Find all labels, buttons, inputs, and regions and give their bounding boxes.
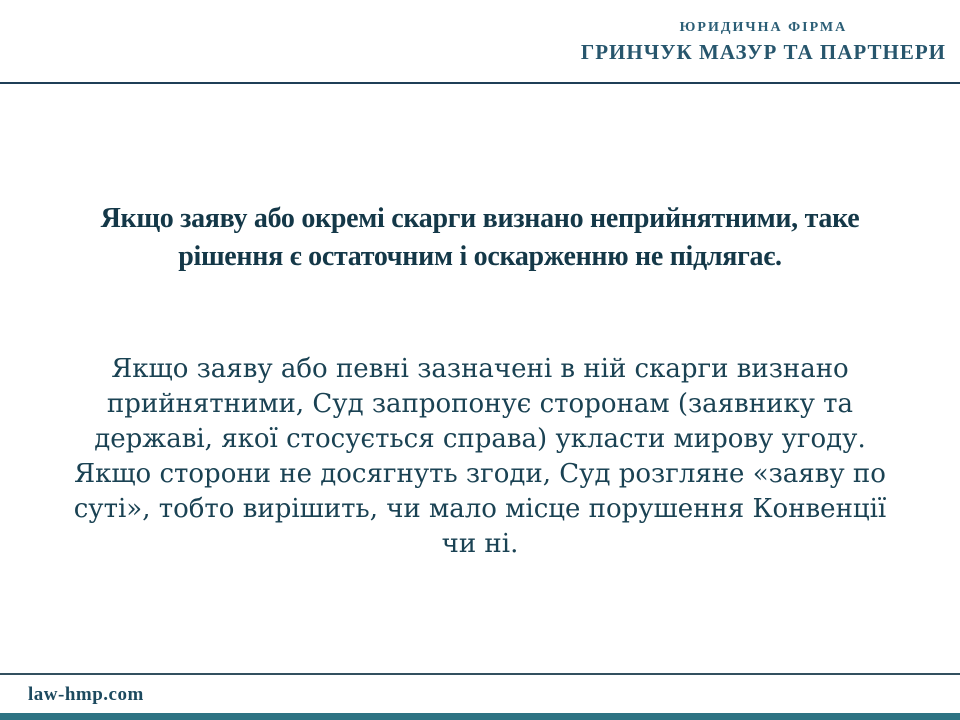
header-divider [0, 82, 960, 84]
bottom-accent-bar [0, 713, 960, 720]
website-label: law-hmp.com [28, 684, 144, 705]
firm-type-label: ЮРИДИЧНА ФІРМА [679, 20, 848, 35]
firm-name-label: ГРИНЧУК МАЗУР ТА ПАРТНЕРИ [580, 40, 946, 64]
header [581, 20, 946, 65]
slide-body-paragraph: Якщо заяву або певні зазначені в ній скарги визнано прийнятними, Суд запропонує сторонам (заявнику та державі, якої стосується справа) укласти мирову угоду. Якщо сторони не досягнуть згоди, Суд розгляне «заяву по суті», тобто вирішить, чи мало місце порушення Конвенції чи ні. [73, 354, 887, 559]
slide-heading: Якщо заяву або окремі скарги визнано неприйнятними, таке рішення є остаточним і оскарженню не підлягає. [100, 203, 860, 272]
footer-divider [0, 673, 960, 675]
